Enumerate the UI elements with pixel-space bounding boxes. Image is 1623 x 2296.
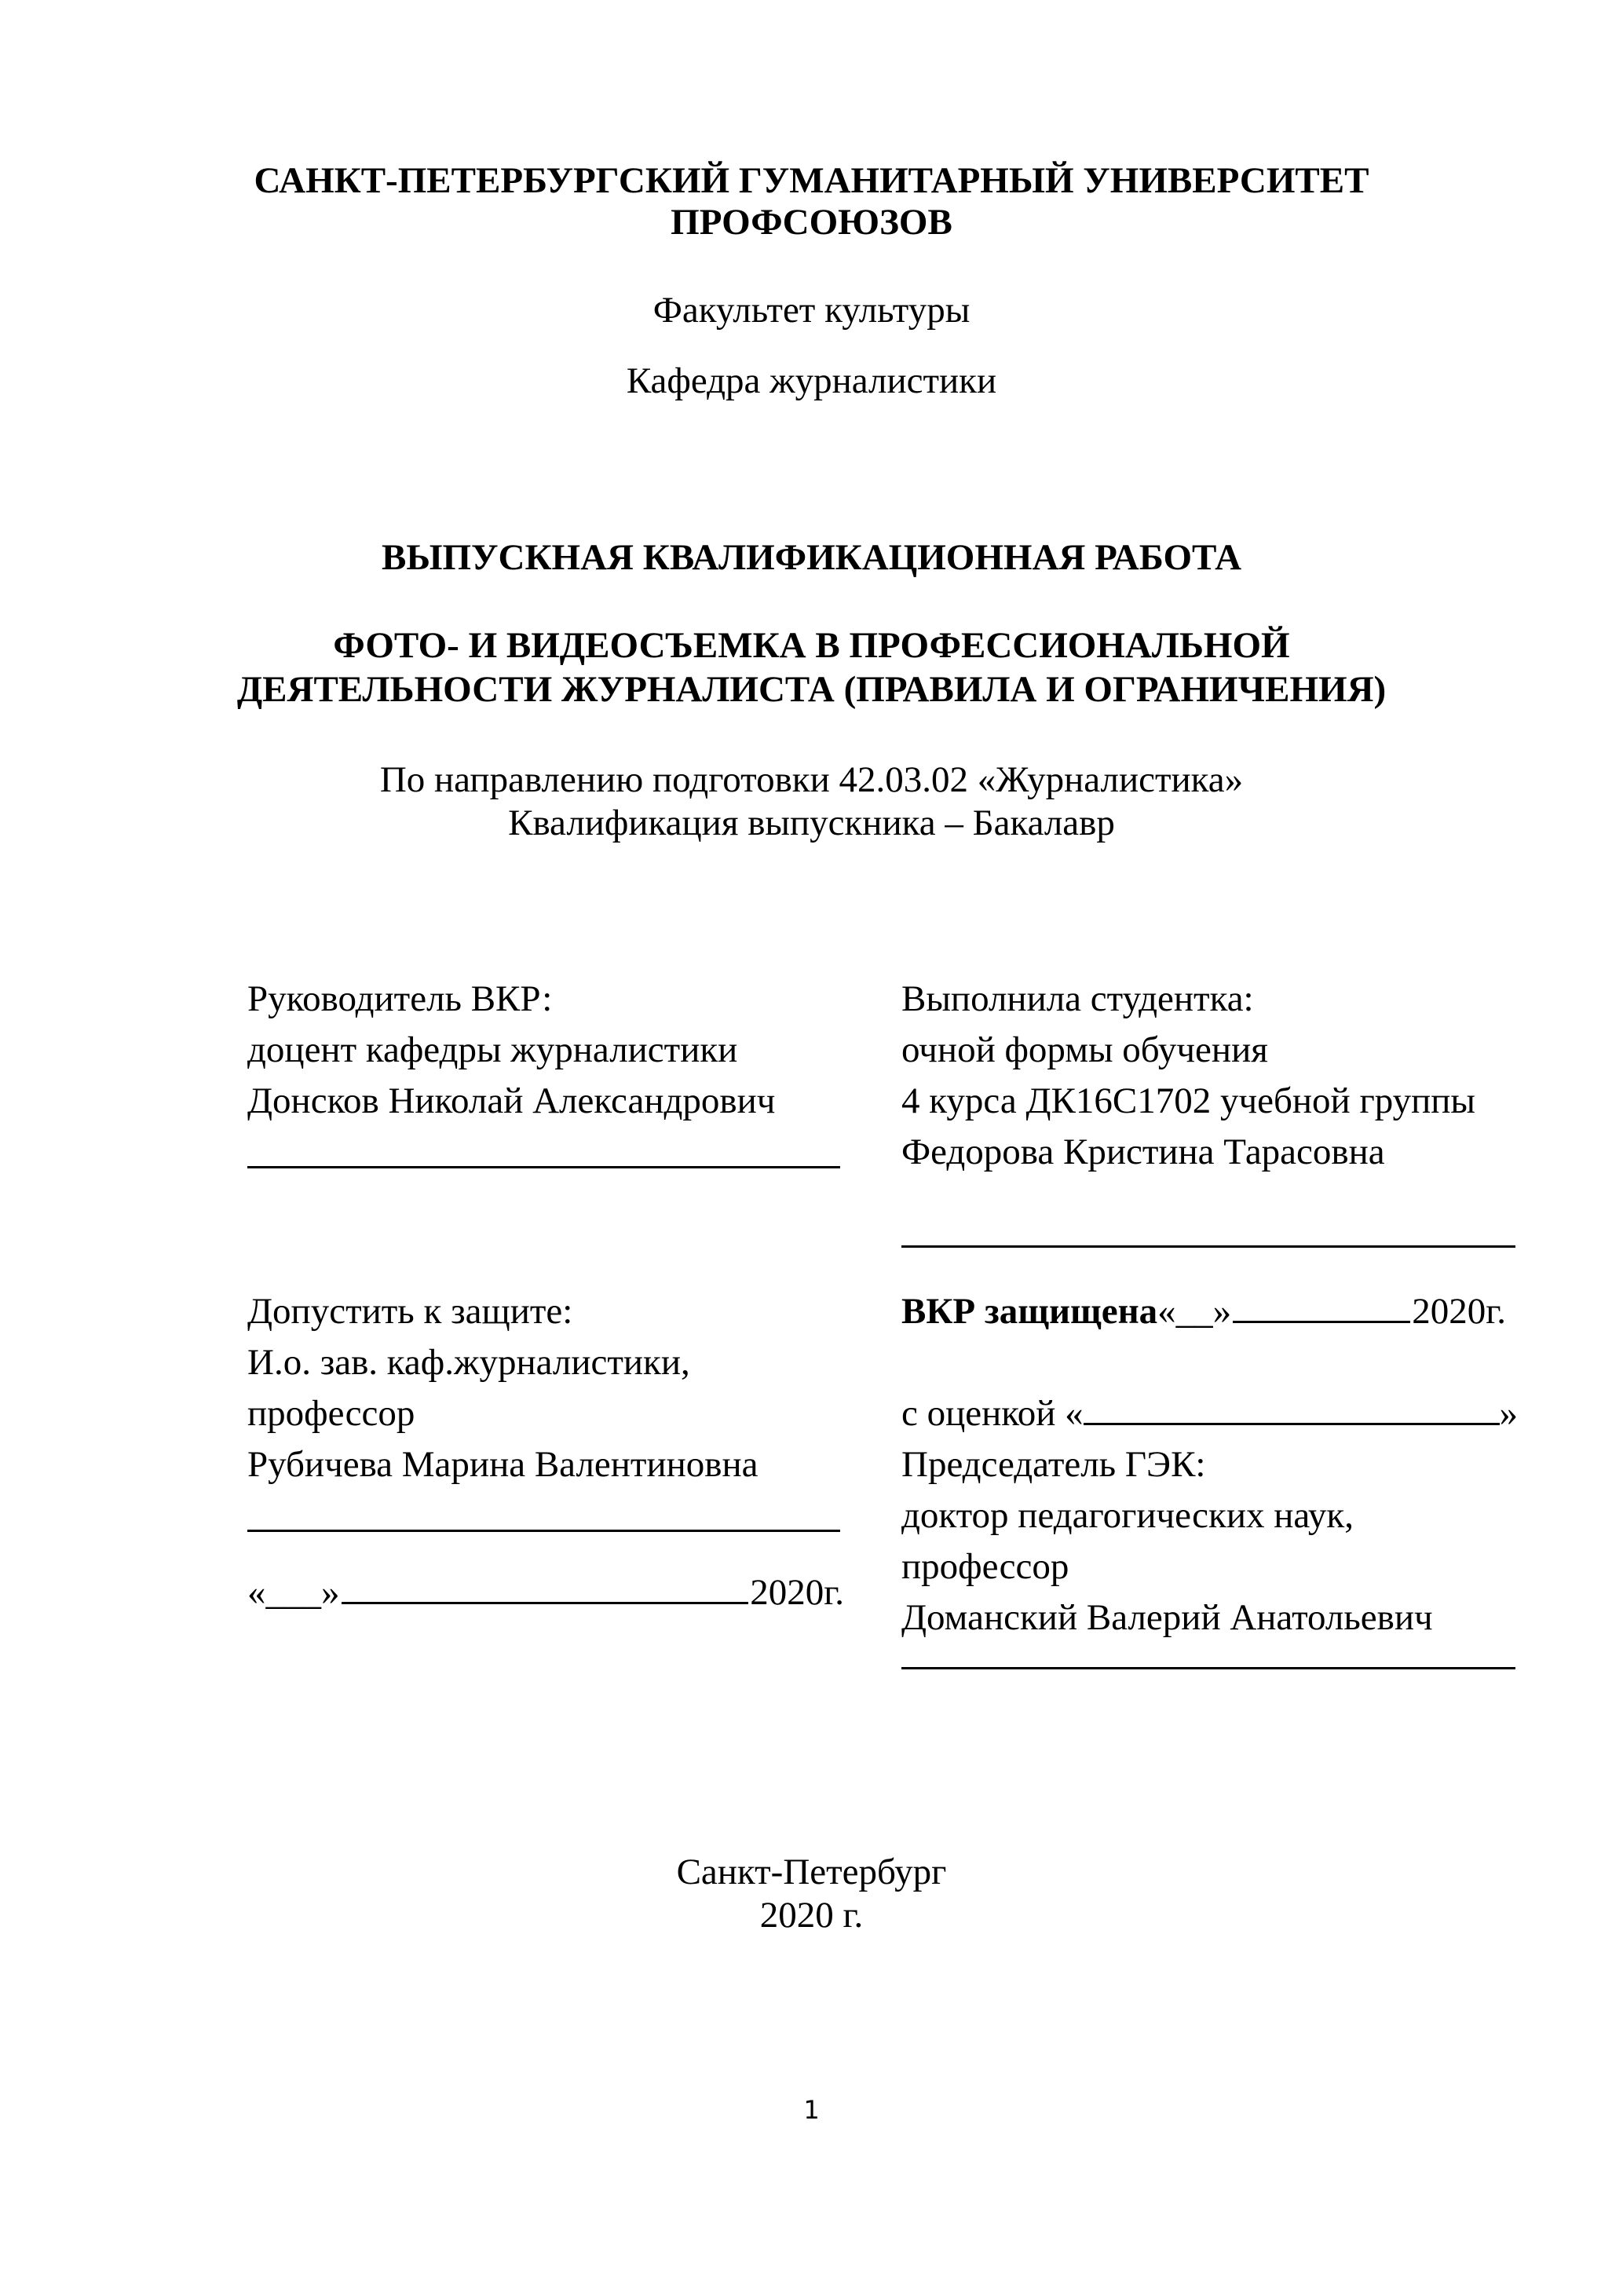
defense-chair-name: Доманский Валерий Анатольевич [901,1597,1433,1638]
supervisor-label: Руководитель ВКР: [247,978,553,1019]
admission-date-day: «___» [247,1572,340,1613]
defense-chair-label: Председатель ГЭК: [901,1444,1206,1485]
defense-grade-line [901,1388,1518,1439]
defense-grade-prefix: с оценкой « [901,1393,1084,1434]
work-type: ВЫПУСКНАЯ КВАЛИФИКАЦИОННАЯ РАБОТА [381,537,1242,578]
student-name: Федорова Кристина Тарасовна [901,1132,1385,1172]
year: 2020 г. [759,1895,864,1936]
defense-date-day: «__» [1157,1291,1232,1332]
work-title-line1: ФОТО- И ВИДЕОСЪЕМКА В ПРОФЕССИОНАЛЬНОЙ [333,625,1290,666]
defense-grade-blank [1084,1388,1500,1425]
supervisor-signature-line [247,1127,840,1168]
admission-signature-line [247,1490,840,1532]
university-name-line2: ПРОФСОЮЗОВ [671,202,952,243]
supervisor-name: Донсков Николай Александрович [247,1080,776,1121]
university-name-line1: САНКТ-ПЕТЕРБУРГСКИЙ ГУМАНИТАРНЫЙ УНИВЕРСИТЕТ [254,160,1369,201]
defense-grade-suffix: » [1499,1393,1518,1434]
city: Санкт-Петербург [676,1852,947,1892]
admission-date-month-blank [342,1567,749,1604]
study-direction: По направлению подготовки 42.03.02 «Журналистика» [379,759,1244,800]
defense-chair-degree: доктор педагогических наук, [901,1495,1354,1536]
student-signature-line [901,1209,1515,1248]
admission-head-title: профессор [247,1393,415,1434]
defense-chair-title: профессор [901,1546,1069,1587]
student-block [901,974,1522,1248]
department-name: Кафедра журналистики [626,360,997,401]
admission-date-year: 2020г. [750,1572,844,1613]
defense-date-year: 2020г. [1412,1291,1506,1332]
graduate-qualification: Квалификация выпускника – Бакалавр [508,803,1115,843]
admission-label: Допустить к защите: [247,1291,573,1332]
student-study-form: очной формы обучения [901,1029,1268,1070]
defense-label: ВКР защищена [901,1291,1158,1332]
student-label: Выполнила студентка: [901,978,1254,1019]
defense-date-month-blank [1233,1286,1410,1323]
work-title-line2: ДЕЯТЕЛЬНОСТИ ЖУРНАЛИСТА (ПРАВИЛА И ОГРАНИЧЕНИЯ) [236,669,1387,710]
student-group: 4 курса ДК16С1702 учебной группы [901,1080,1475,1121]
admission-head-position: И.о. зав. каф.журналистики, [247,1342,690,1383]
defense-chair-signature-line [901,1643,1515,1669]
defense-block [901,1286,1522,1669]
admission-date-line [247,1567,844,1618]
supervisor-position: доцент кафедры журналистики [247,1029,738,1070]
faculty-name: Факультет культуры [652,290,971,331]
page-number: 1 [803,2095,820,2125]
defense-date-line [901,1286,1506,1337]
admission-block [247,1286,860,1618]
admission-head-name: Рубичева Марина Валентиновна [247,1444,758,1485]
supervisor-block [247,974,844,1168]
